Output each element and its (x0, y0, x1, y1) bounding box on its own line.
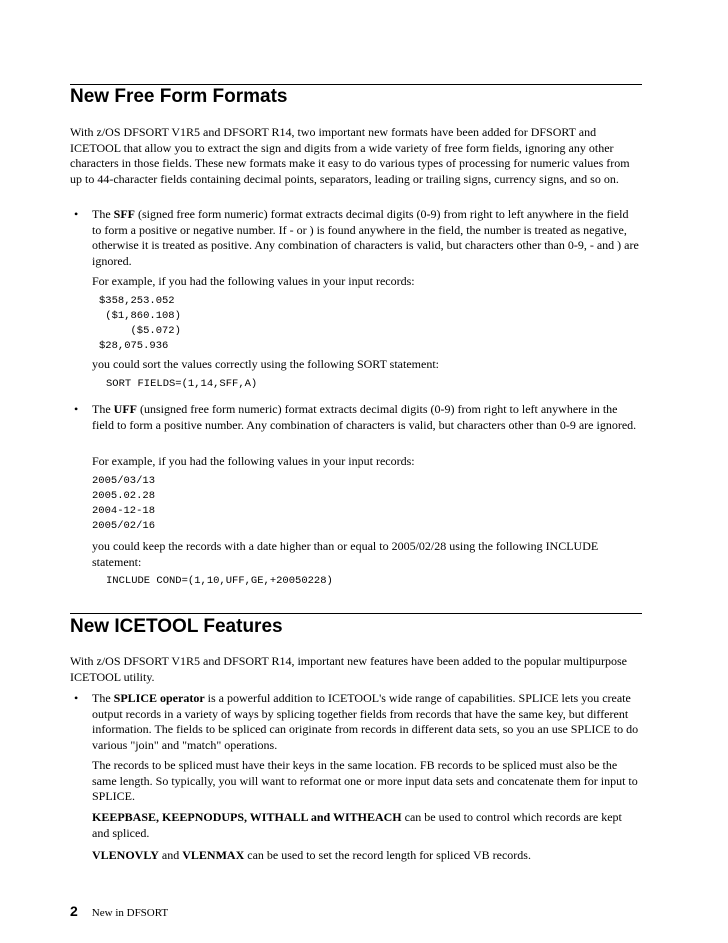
section1-intro: With z/OS DFSORT V1R5 and DFSORT R14, two important new formats have been added for DFSORT and ICETOOL that allow you to extract the sign and digits from a wide variety of free form fields, ignoring any other characters in those fields. These new formats make it easy to do various types of processing for numeric values from up to 44-character fields containing decimal points, separators, leading or trailing signs, currency signs, and so on. (70, 125, 630, 186)
book-title: New in DFSORT (91, 907, 169, 919)
code-sort-statement: SORT FIELDS=(1,14,SFF,A) (106, 378, 258, 390)
term-splice-operator: SPLICE operator (113, 691, 205, 705)
section-heading-icetool: New ICETOOL Features (70, 616, 283, 637)
term-sff: SFF (113, 207, 135, 221)
section-rule (70, 84, 642, 85)
bullet-text: The SFF (signed free form numeric) format extracts decimal digits (0-9) from right to left anywhere in the field to form a positive or negative number. If - or ) is found anywhere in the field, the number is treated as negative, otherwise it is treated as positive. Any combination of characters is valid, but characters other than 0-9, - and ) are ignored. (92, 207, 639, 268)
document-page (70, 0, 642, 943)
example-after: you could keep the records with a date higher than or equal to 2005/02/28 using the following INCLUDE statement: (92, 539, 599, 569)
term-vlenmax: VLENMAX (182, 848, 245, 862)
section-rule (70, 613, 642, 614)
bullet-icon: • (74, 402, 79, 416)
section-heading-free-form: New Free Form Formats (70, 86, 288, 107)
page-number: 2 (70, 903, 78, 919)
code-sample-values: $358,253.052 ($1,860.108) ($5.072) $28,075.936 (99, 295, 181, 352)
term-uff: UFF (113, 402, 137, 416)
example-intro: For example, if you had the following values in your input records: (92, 274, 415, 288)
splice-para-records: The records to be spliced must have their keys in the same location. FB records to be spliced must also be the same length. So typically, you will want to reformat one or more input data sets and concatenate them for input to SPLICE. (92, 758, 638, 804)
example-intro: For example, if you had the following values in your input records: (92, 454, 415, 468)
bullet-icon: • (74, 207, 79, 221)
term-vlenovly: VLENOVLY (92, 848, 159, 862)
code-sample-dates: 2005/03/13 2005.02.28 2004-12-18 2005/02/16 (92, 475, 156, 532)
term-keep-options: KEEPBASE, KEEPNODUPS, WITHALL and WITHEACH (92, 810, 402, 824)
splice-para-keep: KEEPBASE, KEEPNODUPS, WITHALL and WITHEACH can be used to control which records are kept and spliced. (92, 810, 622, 840)
example-after: you could sort the values correctly using the following SORT statement: (92, 357, 439, 371)
page-footer (70, 903, 168, 921)
code-include-statement: INCLUDE COND=(1,10,UFF,GE,+20050228) (106, 575, 333, 587)
section2-intro: With z/OS DFSORT V1R5 and DFSORT R14, important new features have been added to the popular multipurpose ICETOOL utility. (70, 654, 628, 684)
splice-para-vlen: VLENOVLY and VLENMAX can be used to set the record length for spliced VB records. (92, 848, 531, 862)
bullet-text: The UFF (unsigned free form numeric) format extracts decimal digits (0-9) from right to left anywhere in the field to form a positive number. Any combination of characters is valid, but characters other than 0-9 are ignored. (92, 402, 637, 432)
bullet-icon: • (74, 691, 79, 705)
bullet-text: The SPLICE operator is a powerful addition to ICETOOL's wide range of capabilities. SPLICE lets you create output records in a variety of ways by splicing together fields from records that have the same key, but different information. The fields to be spliced can originate from records in different data sets, so you an use SPLICE to do various "join" and "match" operations. (92, 691, 639, 752)
